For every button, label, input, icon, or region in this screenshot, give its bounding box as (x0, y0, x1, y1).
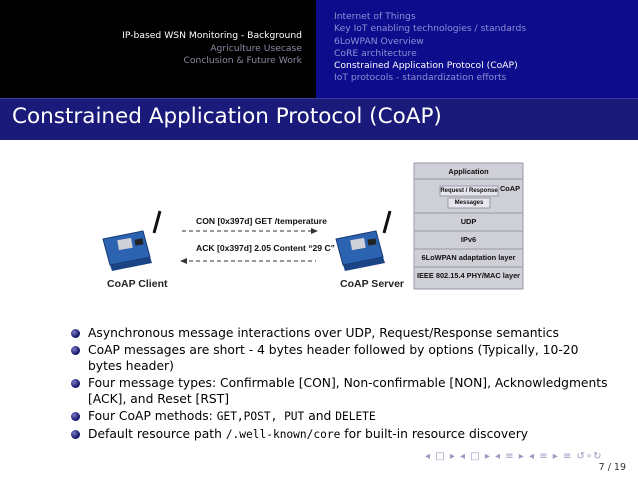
bullet-item (52, 426, 612, 444)
bullet-text: CoAP messages are short - 4 bytes header followed by options (Typically, 10-20 bytes header) (88, 342, 579, 374)
response-arrow (180, 258, 316, 264)
coap-figure (0, 139, 638, 319)
stack-request-response: Request / Response (440, 188, 498, 194)
subsection-nav (316, 0, 638, 98)
stack-coap: CoAP (499, 184, 521, 193)
nav-section-ipbased-wsn[interactable]: IP-based WSN Monitoring - Background (122, 30, 302, 41)
stack-udp: UDP (460, 217, 477, 226)
server-device-icon (336, 211, 390, 271)
title-bar (0, 98, 638, 140)
bullet-text: Default resource path (88, 426, 226, 441)
bullet-text: GET,POST, PUT (216, 409, 305, 423)
stack-messages: Messages (454, 200, 484, 206)
nav-subsection-iot-protocols[interactable]: IoT protocols - standardization efforts (334, 72, 507, 84)
request-arrow (182, 228, 318, 234)
bullet-dot-icon (71, 412, 80, 421)
nav-subsection-coap[interactable]: Constrained Application Protocol (CoAP) (334, 60, 518, 72)
slide-title: Constrained Application Protocol (CoAP) (12, 104, 442, 129)
bullet-text: and (304, 408, 336, 423)
bullet-dot-icon (71, 329, 80, 338)
nav-section-conclusion[interactable]: Conclusion & Future Work (183, 55, 302, 66)
client-device-icon (103, 211, 160, 271)
stack-ipv6: IPv6 (460, 235, 477, 244)
stack-application: Application (448, 167, 489, 176)
beamer-navigation-icons[interactable]: ◂ □ ▸ ◂ □ ▸ ◂ ≡ ▸ ◂ ≡ ▸ ≡ ↺∘↻ (425, 451, 603, 462)
bullet-text: /.well-known/core (225, 427, 341, 441)
request-message: CON [0x397d] GET /temperature (196, 216, 327, 226)
bullet-dot-icon (71, 346, 80, 355)
client-label: CoAP Client (107, 278, 168, 290)
nav-subsection-core[interactable]: CoRE architecture (334, 47, 417, 59)
page-number: 7 / 19 (598, 462, 626, 473)
nav-subsection-6lowpan[interactable]: 6LoWPAN Overview (334, 35, 424, 47)
coap-diagram (0, 139, 638, 319)
bullet-text: Asynchronous message interactions over UDP, Request/Response semantics (88, 326, 559, 340)
bullet-dot-icon (71, 379, 80, 388)
section-nav-left (0, 0, 316, 98)
bullet-item (52, 408, 612, 426)
section-navigation (0, 0, 638, 98)
stack-phy-mac: IEEE 802.15.4 PHY/MAC layer (416, 271, 521, 280)
bullet-item (52, 375, 612, 408)
nav-section-agriculture[interactable]: Agriculture Usecase (210, 42, 302, 54)
server-label: CoAP Server (340, 278, 405, 290)
response-message: ACK [0x397d] 2.05 Content “29 C” (196, 243, 335, 253)
bullet-dot-icon (71, 430, 80, 439)
bullet-item (52, 342, 612, 375)
bullet-text: Four message types: Confirmable [CON], Non-confirmable [NON], Acknowledgments [ACK], and Reset [RST] (88, 375, 608, 407)
nav-subsection-key-tech[interactable]: Key IoT enabling technologies / standards (334, 23, 527, 35)
bullet-text: Four CoAP methods: (88, 408, 217, 423)
bullet-text: for built-in resource discovery (340, 426, 529, 441)
bullet-text: DELETE (335, 409, 376, 423)
stack-adaptation: 6LoWPAN adaptation layer (421, 253, 516, 262)
nav-subsection-iot[interactable]: Internet of Things (334, 11, 416, 22)
bullet-item (52, 325, 612, 342)
bullet-list (52, 325, 612, 443)
